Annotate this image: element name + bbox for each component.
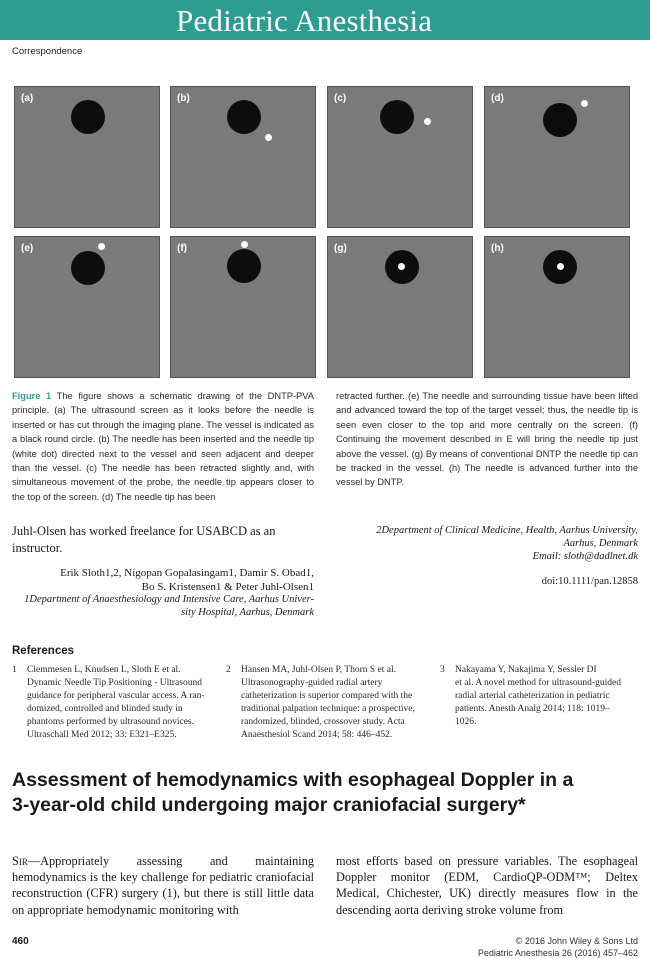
reference-line: 1026. xyxy=(455,717,477,727)
article-title-line: Assessment of hemodynamics with esophageal Doppler in a xyxy=(12,769,574,791)
figure-panel-a xyxy=(14,86,160,228)
needle-tip-dot xyxy=(265,134,272,141)
figure-panel-e xyxy=(14,236,160,378)
reference-text xyxy=(241,664,415,742)
reference-line: Dynamic Needle Tip Positioning - Ultrasound xyxy=(27,678,202,688)
reference-line: radial arterial catheterization in pediatric xyxy=(455,691,610,701)
reference-line: Clemmesen L, Knudsen L, Sloth E et al. xyxy=(27,665,181,675)
reference-line: catheterization is superior compared with the xyxy=(241,691,413,701)
figure-panel-g xyxy=(327,236,473,378)
panel-label: (a) xyxy=(21,93,34,104)
needle-tip-dot xyxy=(424,118,431,125)
figure-panel-d xyxy=(484,86,630,228)
journal-citation: Pediatric Anesthesia 26 (2016) 457–462 xyxy=(477,948,638,958)
email-line: Email: sloth@dadlnet.dk xyxy=(532,551,638,562)
reference-line: et al. A novel method for ultrasound-guided xyxy=(455,678,621,688)
panel-label: (h) xyxy=(491,243,504,254)
reference-number: 1 xyxy=(12,665,17,675)
panel-label: (d) xyxy=(491,93,504,104)
reference-text xyxy=(455,664,621,729)
figure-caption-label: Figure 1 xyxy=(12,391,52,401)
vessel-circle xyxy=(380,100,414,134)
affiliation-line: sity Hospital, Aarhus, Denmark xyxy=(181,607,314,618)
vessel-circle xyxy=(227,100,261,134)
copyright-line: © 2016 John Wiley & Sons Ltd xyxy=(515,936,638,946)
authors-line: Bo S. Kristensen1 & Peter Juhl-Olsen1 xyxy=(141,580,314,593)
figure-panel-h xyxy=(484,236,630,378)
needle-tip-dot xyxy=(241,241,248,248)
article-title-line: 3-year-old child undergoing major craniofacial surgery* xyxy=(12,794,526,816)
reference-line: Ultraschall Med 2012; 33: E321–E325. xyxy=(27,730,177,740)
figure-caption-text: The figure shows a schematic drawing of the DNTP-PVA principle. (a) The ultrasound screen as it looks before the needle is inserted or has cut through the imaging plane. The vessel is indicated as a black round circle. (b) The needle has been inserted and the needle tip (white dot) directed next to the vessel and seen adjacent and deeper than the vessel. (c) The needle has been retracted slightly and, with simultaneous movement of the probe, the needle tip appears closer to the top of the screen. (d) The needle tip has been xyxy=(12,391,314,502)
needle-tip-dot xyxy=(398,263,405,270)
panel-label: (e) xyxy=(21,243,34,254)
vessel-circle xyxy=(227,249,261,283)
reference-line: Hansen MA, Juhl-Olsen P, Thorn S et al. xyxy=(241,665,396,675)
reference-number: 3 xyxy=(440,665,445,675)
figure-panel-c xyxy=(327,86,473,228)
reference-line: guidance for peripheral vascular access. A ran- xyxy=(27,691,205,701)
reference-line: phantoms performed by ultrasound novices. xyxy=(27,717,195,727)
needle-tip-dot xyxy=(557,263,564,270)
journal-title: Pediatric Anesthesia xyxy=(176,3,433,38)
figure-caption-left xyxy=(12,389,314,504)
affiliation-line: Aarhus, Denmark xyxy=(563,538,638,549)
body-paragraph: —Appropriately assessing and maintaining hemodynamics is the key challenge for pediatric craniofacial reconstruction (CFR) surgery (1), but there is still little data on appropriate hemodynamic monitoring with xyxy=(12,854,314,917)
section-label: Correspondence xyxy=(12,46,83,57)
reference-line: Nakayama Y, Nakajima Y, Sessler DI xyxy=(455,665,597,675)
references-heading: References xyxy=(12,645,75,657)
reference-line: domized, controlled and blinded study in xyxy=(27,704,183,714)
reference-number: 2 xyxy=(226,665,231,675)
reference-line: Ultrasonography-guided radial artery xyxy=(241,678,383,688)
reference-line: Anaesthesiol Scand 2014; 58: 446–452. xyxy=(241,730,393,740)
needle-tip-dot xyxy=(98,243,105,250)
affiliation-line: 1Department of Anaesthesiology and Intensive Care, Aarhus Univer- xyxy=(24,594,314,605)
author-list xyxy=(12,567,314,594)
panel-label: (c) xyxy=(334,93,347,104)
affiliation-2 xyxy=(336,524,638,563)
article-body-left xyxy=(12,853,314,918)
reference-text xyxy=(27,664,205,742)
affiliation-1 xyxy=(12,593,314,619)
vessel-circle xyxy=(71,251,105,285)
affiliation-line: 2Department of Clinical Medicine, Health, Aarhus University, xyxy=(376,525,638,536)
reference-line: patients. Anesth Analg 2014; 118: 1019– xyxy=(455,704,610,714)
figure-panel-b xyxy=(170,86,316,228)
page-number: 460 xyxy=(12,936,29,947)
reference-line: traditional palpation technique: a prospective, xyxy=(241,704,415,714)
panel-label: (g) xyxy=(334,243,347,254)
reference-line: randomized, blinded, crossover study. Acta xyxy=(241,717,405,727)
figure-panel-f xyxy=(170,236,316,378)
authors-line: Erik Sloth1,2, Nigopan Gopalasingam1, Damir S. Obad1, xyxy=(60,567,314,579)
doi: doi:10.1111/pan.12858 xyxy=(541,576,638,587)
article-body-right: most efforts based on pressure variables. The esophageal Doppler monitor (EDM, CardioQP-ODM™; Deltex Medical, Chichester, UK) directly measures flow in the descending aorta deriving stroke volume from xyxy=(336,854,638,917)
copyright xyxy=(478,935,638,959)
vessel-circle xyxy=(543,103,577,137)
article-title xyxy=(12,768,642,818)
needle-tip-dot xyxy=(581,100,588,107)
panel-label: (f) xyxy=(177,243,187,254)
acknowledgement: Juhl-Olsen has worked freelance for USABCD as an instructor. xyxy=(12,524,276,555)
figure-caption-right: retracted further. (e) The needle and surrounding tissue have been lifted and advanced toward the top of the target vessel; thus, the needle tip is seen even closer to the top and more centrally on the screen. (f) Continuing the movement described in E will bring the needle tip just above the vessel. (g) By means of conventional DNTP the needle tip can be tracked in the vessel. (h) The needle is advanced further into the vessel by DNTP. xyxy=(336,391,638,488)
panel-label: (b) xyxy=(177,93,190,104)
salutation: Sir xyxy=(12,854,28,868)
vessel-circle xyxy=(71,100,105,134)
